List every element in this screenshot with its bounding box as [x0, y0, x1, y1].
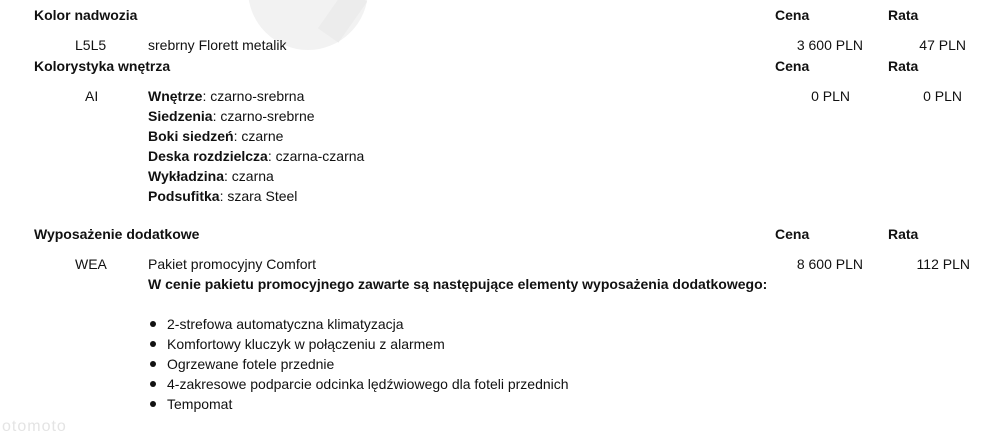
body-color-code: L5L5	[75, 37, 107, 53]
interior-price-header: Cena	[775, 58, 810, 74]
interior-price: 0 PLN	[811, 88, 850, 104]
interior-line: Siedzenia: czarno-srebrne	[148, 108, 315, 124]
interior-rate-header: Rata	[888, 58, 919, 74]
bullet-icon	[150, 401, 156, 407]
body-color-header: Kolor nadwozia	[34, 7, 138, 23]
interior-code: AI	[85, 88, 99, 104]
extras-rate: 112 PLN	[916, 256, 970, 272]
watermark-logo: otomoto	[2, 418, 67, 435]
extras-price-header: Cena	[775, 226, 810, 242]
interior-line: Wnętrze: czarno-srebrna	[148, 88, 305, 104]
interior-line: Boki siedzeń: czarne	[148, 128, 284, 144]
extras-code: WEA	[75, 256, 107, 272]
interior-line: Podsufitka: szara Steel	[148, 188, 298, 204]
interior-line: Wykładzina: czarna	[148, 168, 274, 184]
body-color-price-header: Cena	[775, 7, 810, 23]
bullet-icon	[150, 381, 156, 387]
interior-rate: 0 PLN	[923, 88, 962, 104]
extras-note: W cenie pakietu promocyjnego zawarte są następujące elementy wyposażenia dodatkowego:	[148, 276, 768, 292]
interior-header: Kolorystyka wnętrza	[34, 58, 171, 74]
bullet-icon	[150, 321, 156, 327]
extras-rate-header: Rata	[888, 226, 919, 242]
extras-name: Pakiet promocyjny Comfort	[148, 256, 317, 272]
body-color-name: srebrny Florett metalik	[148, 37, 287, 53]
bullet-icon	[150, 361, 156, 367]
body-color-rate-header: Rata	[888, 7, 919, 23]
extras-header: Wyposażenie dodatkowe	[34, 226, 200, 242]
body-color-price: 3 600 PLN	[796, 37, 863, 53]
body-color-rate: 47 PLN	[919, 37, 966, 53]
interior-line: Deska rozdzielcza: czarna-czarna	[148, 148, 365, 164]
bullet-icon	[150, 341, 156, 347]
extras-price: 8 600 PLN	[796, 256, 863, 272]
